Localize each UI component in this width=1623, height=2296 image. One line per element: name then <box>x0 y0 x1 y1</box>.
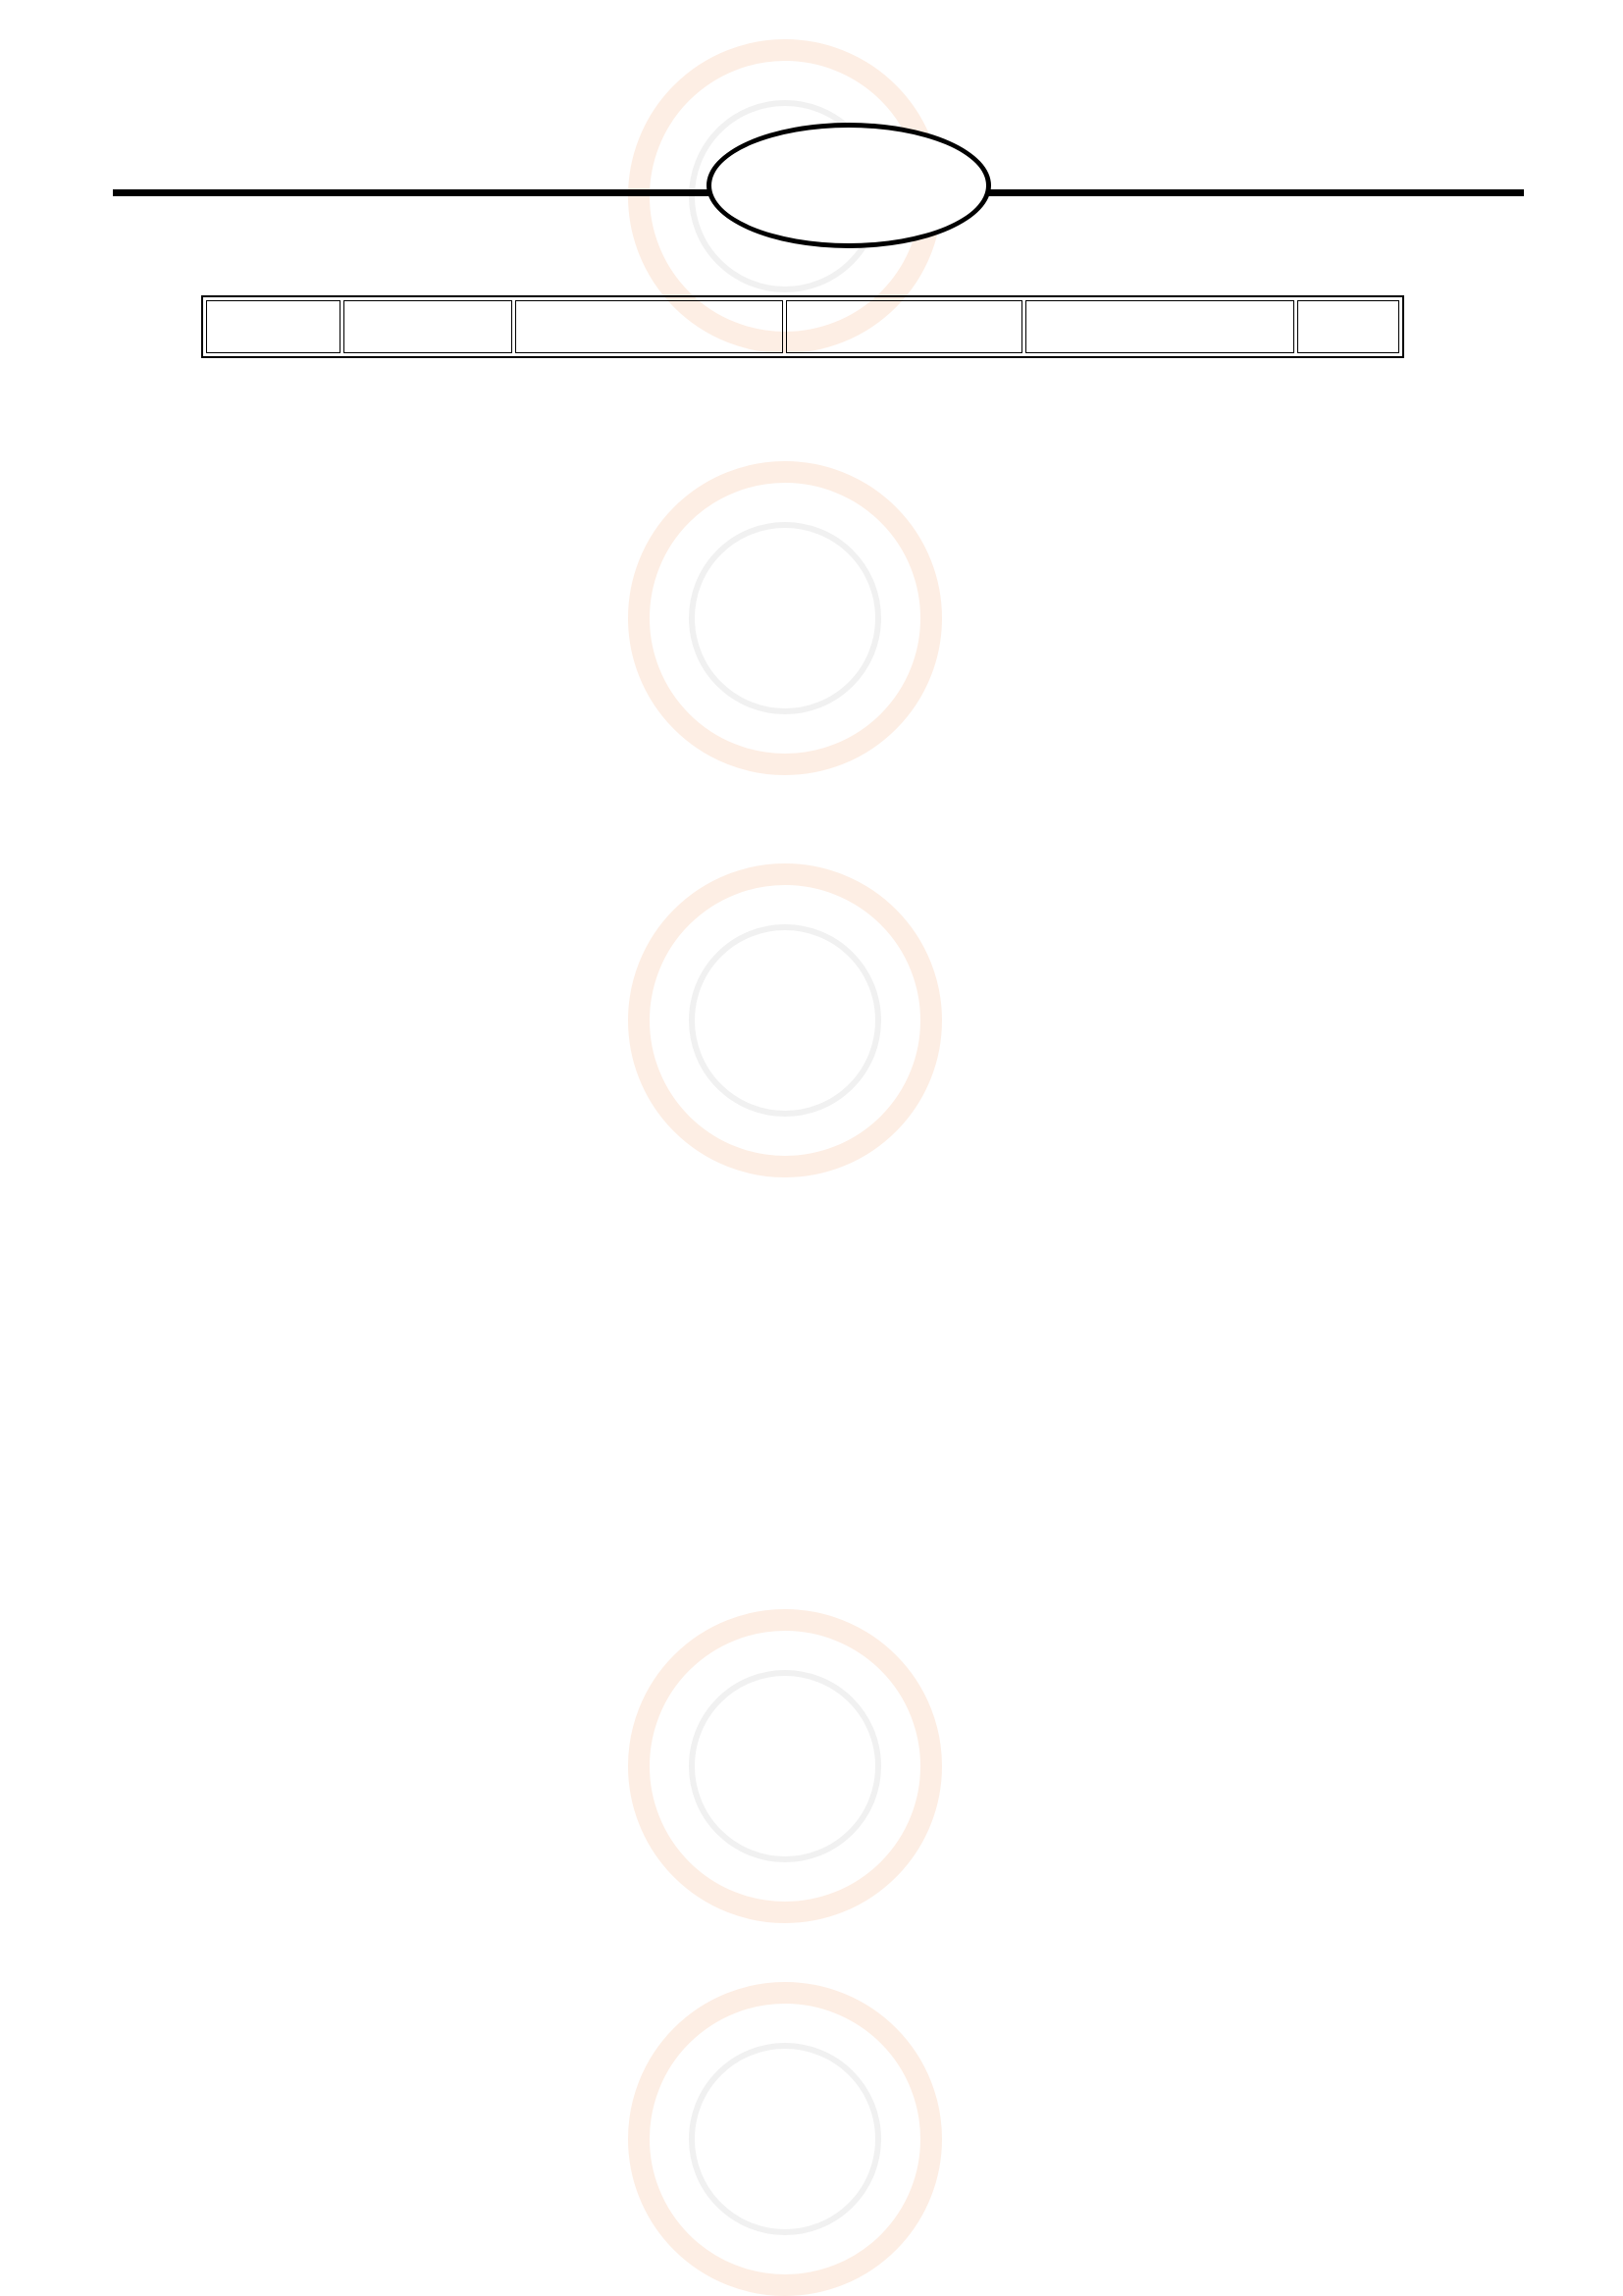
watermark-clock <box>628 1982 942 2296</box>
registry-table <box>201 295 1404 358</box>
header-amount <box>343 300 513 353</box>
header-oval <box>707 123 991 248</box>
header-establishment <box>1025 300 1293 353</box>
watermark-clock <box>628 863 942 1177</box>
header-type <box>515 300 783 353</box>
watermark-clock <box>628 1609 942 1923</box>
table-header-row <box>206 300 1399 353</box>
watermark-clock <box>628 461 942 775</box>
header-owners <box>786 300 1022 353</box>
header-num <box>1297 300 1399 353</box>
header-address <box>206 300 340 353</box>
